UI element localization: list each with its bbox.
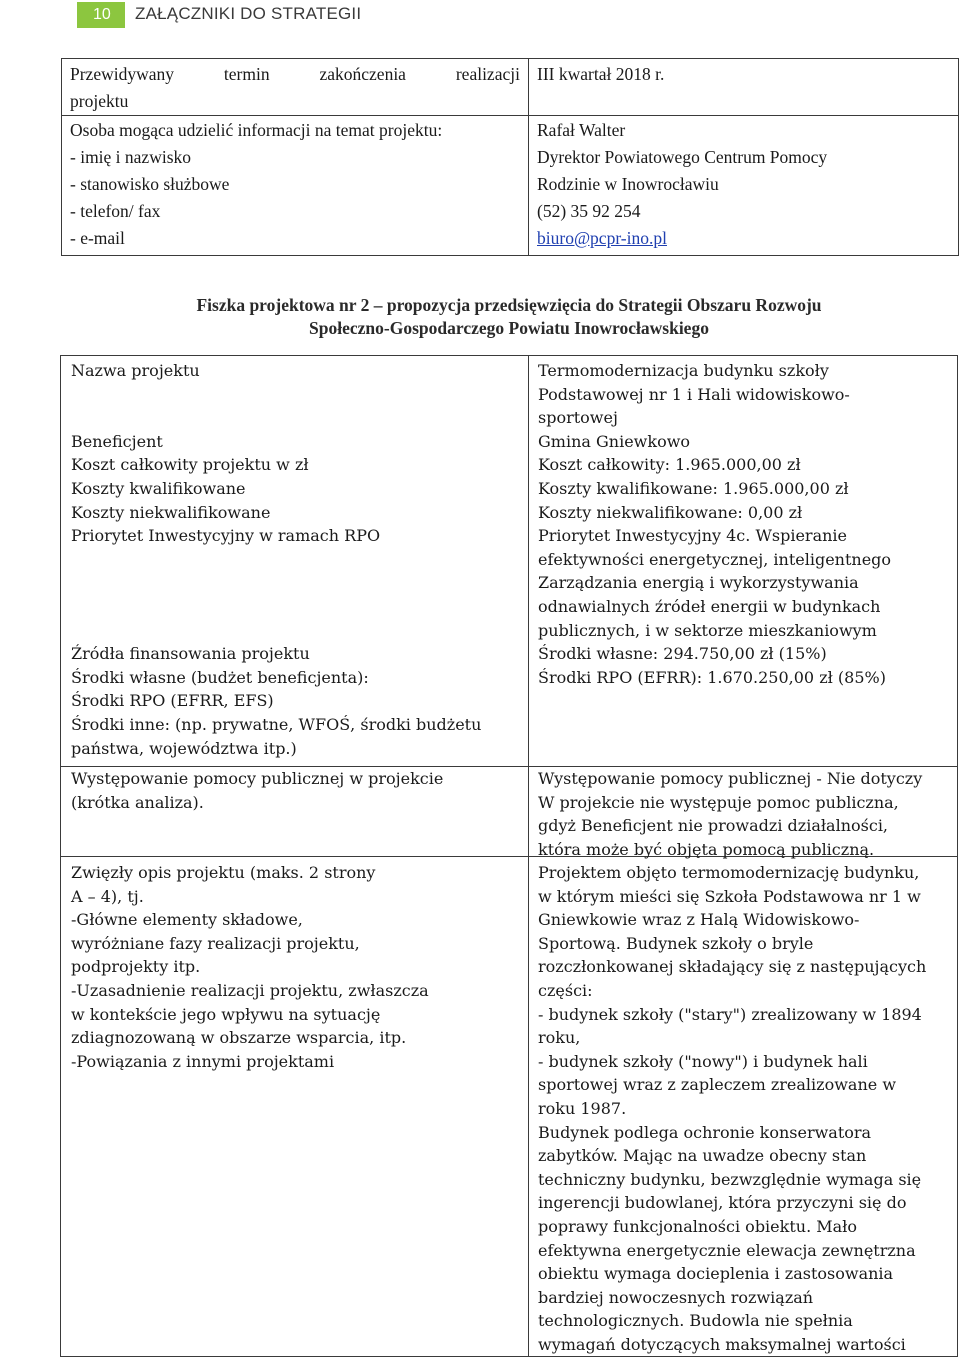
project-values-block bbox=[538, 359, 952, 689]
description-line: Sportową. Budynek szkoły o bryle bbox=[538, 933, 814, 953]
completion-value-cell bbox=[529, 59, 959, 116]
value-state-aid: gdyż Beneficjent nie prowadzi działalności, bbox=[538, 816, 889, 836]
value-state-aid: Występowanie pomocy publicznej - Nie dotyczy bbox=[538, 769, 923, 788]
contact-position-line1: Dyrektor Powiatowego Centrum Pomocy bbox=[537, 147, 828, 167]
value-rpo-funds: Środki RPO (EFRR): 1.670.250,00 zł (85%) bbox=[538, 667, 886, 687]
description-line: techniczny budynku, bezwzględnie wymaga się bbox=[538, 1169, 922, 1189]
value-ineligible-costs: Koszty niekwalifikowane: 0,00 zł bbox=[538, 502, 803, 522]
label-priority: Priorytet Inwestycyjny w ramach RPO bbox=[71, 526, 381, 546]
description-line: w którym mieści się Szkoła Podstawowa nr 1 w bbox=[538, 886, 921, 906]
label-total-cost: Koszt całkowity projektu w zł bbox=[71, 455, 309, 475]
contact-table bbox=[61, 58, 959, 256]
description-line: - budynek szkoły ("nowy") i budynek hali bbox=[538, 1051, 868, 1071]
contact-label-line: - e-mail bbox=[70, 228, 125, 248]
description-line: bardziej nowoczesnych rozwiązań bbox=[538, 1287, 814, 1307]
completion-label-line1 bbox=[70, 61, 520, 88]
description-line: ingerencji budowlanej, która przyczyni się do bbox=[538, 1193, 907, 1213]
completion-word: termin bbox=[223, 64, 270, 84]
value-eligible-costs: Koszty kwalifikowane: 1.965.000,00 zł bbox=[538, 478, 849, 498]
label-description: A – 4), tj. bbox=[71, 886, 144, 906]
description-line: technologicznych. Budowla nie spełnia bbox=[538, 1311, 853, 1331]
state-aid-label-block bbox=[71, 767, 521, 814]
label-spacer bbox=[71, 383, 521, 407]
completion-label-line2: projektu bbox=[70, 91, 129, 111]
state-aid-value-block bbox=[538, 767, 952, 861]
value-state-aid: W projekcie nie występuje pomoc publiczna, bbox=[538, 792, 899, 812]
label-spacer bbox=[71, 595, 521, 619]
value-priority: efektywności energetycznej, inteligentnego bbox=[538, 549, 892, 569]
value-priority: odnawialnych źródeł energii w budynkach bbox=[538, 596, 881, 616]
label-spacer bbox=[71, 548, 521, 572]
label-rpo-funds: Środki RPO (EFRR, EFS) bbox=[71, 691, 274, 711]
section-title-line1: Fiszka projektowa nr 2 – propozycja przedsięwzięcia do Strategii Obszaru Rozwoju bbox=[196, 295, 822, 315]
completion-value: III kwartał 2018 r. bbox=[537, 64, 665, 84]
description-line: efektywna energetycznie elewacja zewnętrzna bbox=[538, 1240, 916, 1260]
description-line: obiektu wymaga docieplenia i zastosowania bbox=[538, 1264, 894, 1284]
page-header bbox=[0, 0, 960, 30]
value-project-name: sportowej bbox=[538, 408, 618, 428]
label-description: wyróżniane fazy realizacji projektu, bbox=[71, 933, 360, 953]
label-description: zdiagnozowaną w obszarze wsparcia, itp. bbox=[71, 1028, 407, 1048]
description-line: części: bbox=[538, 980, 593, 1000]
value-project-name: Podstawowej nr 1 i Hali widowiskowo- bbox=[538, 384, 850, 404]
project-card bbox=[60, 355, 958, 1357]
label-spacer bbox=[71, 406, 521, 430]
value-state-aid: która może być objęta pomocą publiczną. bbox=[538, 839, 875, 859]
label-other-funds: Środki inne: (np. prywatne, WFOŚ, środki budżetu bbox=[71, 714, 482, 734]
value-own-funds: Środki własne: 294.750,00 zł (15%) bbox=[538, 644, 827, 664]
value-priority: Priorytet Inwestycyjny 4c. Wspieranie bbox=[538, 526, 847, 546]
description-line: poprawy funkcjonalności obiektu. Mało bbox=[538, 1216, 857, 1236]
page-number: 10 bbox=[77, 2, 125, 28]
header-title: ZAŁĄCZNIKI DO STRATEGII bbox=[135, 4, 362, 23]
value-priority: publicznych, i w sektorze mieszkaniowym bbox=[538, 620, 877, 640]
label-description: -Główne elementy składowe, bbox=[71, 910, 303, 930]
value-priority: Zarządzania energią i wykorzystywania bbox=[538, 573, 859, 593]
description-line: wymagań dotyczących maksymalnej wartości bbox=[538, 1334, 906, 1354]
contact-label-line: - imię i nazwisko bbox=[70, 147, 192, 167]
label-spacer bbox=[71, 619, 521, 643]
description-line: roku 1987. bbox=[538, 1098, 627, 1118]
completion-word: zakończenia bbox=[319, 64, 406, 84]
label-beneficiary: Beneficjent bbox=[71, 431, 163, 451]
section-title-line2: Społeczno-Gospodarczego Powiatu Inowrocławskiego bbox=[309, 318, 709, 338]
section-title bbox=[60, 294, 958, 340]
project-labels-block bbox=[71, 359, 521, 760]
description-line: roku, bbox=[538, 1028, 581, 1048]
completion-label-cell bbox=[62, 59, 529, 116]
description-line: - budynek szkoły ("stary") zrealizowany w 1894 bbox=[538, 1004, 922, 1024]
description-line: zabytków. Mając na uwadze obecny stan bbox=[538, 1146, 867, 1166]
description-label-block bbox=[71, 861, 521, 1073]
label-state-aid: Występowanie pomocy publicznej w projekcie bbox=[71, 769, 444, 788]
label-description: -Uzasadnienie realizacji projektu, zwłaszcza bbox=[71, 980, 429, 1000]
label-description: w kontekście jego wpływu na sytuację bbox=[71, 1004, 381, 1024]
label-eligible-costs: Koszty kwalifikowane bbox=[71, 478, 246, 498]
label-own-funds: Środki własne (budżet beneficjenta): bbox=[71, 667, 369, 687]
label-state-aid: (krótka analiza). bbox=[71, 792, 204, 812]
label-funding-sources: Źródła finansowania projektu bbox=[71, 644, 310, 664]
contact-name: Rafał Walter bbox=[537, 120, 626, 140]
description-line: Budynek podlega ochronie konserwatora bbox=[538, 1122, 872, 1142]
completion-word: Przewidywany bbox=[70, 64, 175, 84]
label-description: podprojekty itp. bbox=[71, 957, 201, 977]
description-line: Projektem objęto termomodernizację budynku, bbox=[538, 863, 920, 882]
description-line: sportowej wraz z zapleczem zrealizowane w bbox=[538, 1075, 897, 1095]
value-beneficiary: Gmina Gniewkowo bbox=[538, 431, 691, 451]
contact-label-cell bbox=[62, 116, 529, 256]
label-description: -Powiązania z innymi projektami bbox=[71, 1051, 335, 1071]
completion-word: realizacji bbox=[455, 64, 520, 84]
contact-label-line: - stanowisko służbowe bbox=[70, 174, 230, 194]
label-description: Zwięzły opis projektu (maks. 2 strony bbox=[71, 863, 376, 882]
description-line: rozczłonkowanej składający się z następujących bbox=[538, 957, 927, 977]
completion-row bbox=[62, 59, 959, 116]
label-spacer bbox=[71, 571, 521, 595]
contact-row bbox=[62, 116, 959, 256]
contact-label-line: Osoba mogąca udzielić informacji na temat projektu: bbox=[70, 120, 443, 140]
label-project-name: Nazwa projektu bbox=[71, 361, 200, 380]
contact-phone: (52) 35 92 254 bbox=[537, 201, 641, 221]
value-total-cost: Koszt całkowity: 1.965.000,00 zł bbox=[538, 455, 801, 475]
label-ineligible-costs: Koszty niekwalifikowane bbox=[71, 502, 271, 522]
contact-position-line2: Rodzinie w Inowrocławiu bbox=[537, 174, 719, 194]
label-other-funds-cont: państwa, województwa itp.) bbox=[71, 738, 297, 758]
contact-value-cell bbox=[529, 116, 959, 256]
contact-email-link[interactable]: biuro@pcpr-ino.pl bbox=[537, 228, 667, 248]
description-line: Gniewkowie wraz z Halą Widowiskowo- bbox=[538, 910, 860, 930]
description-text-block bbox=[538, 861, 952, 1356]
value-project-name: Termomodernizacja budynku szkoły bbox=[538, 361, 829, 380]
contact-label-line: - telefon/ fax bbox=[70, 201, 161, 221]
